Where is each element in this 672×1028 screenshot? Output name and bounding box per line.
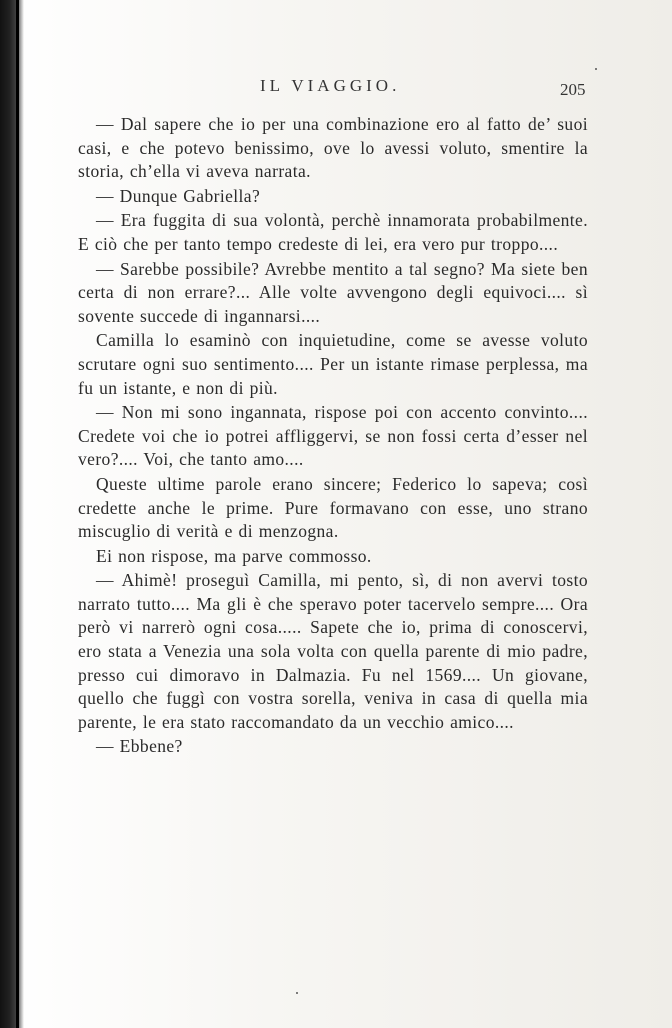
- paragraph: — Ebbene?: [96, 736, 183, 757]
- paragraph: Queste ultime parole erano sincere; Federico lo sapeva; così credette anche le prime. Pure formavano con esse, uno strano miscuglio di verità e di menzogna.: [78, 473, 588, 542]
- paragraph: Camilla lo esaminò con inquietudine, come se avesse voluto scrutare ogni suo sentimento.... Per un istante rimase perplessa, ma fu un istante, e non di più.: [78, 330, 588, 398]
- paragraph: — Dunque Gabriella?: [96, 185, 261, 206]
- paper-speck: [296, 992, 298, 994]
- page-binding-edge: [16, 0, 19, 1028]
- paragraph: — Sarebbe possibile? Avrebbe mentito a tal segno? Ma siete ben certa di non errare?... Alle volte avvengono degli equivoci.... sì sovente succede di ingannarsi....: [78, 258, 588, 326]
- paragraph: Ei non rispose, ma parve commosso.: [96, 545, 372, 566]
- running-title: IL VIAGGIO.: [260, 76, 401, 95]
- page-binding-shadow: [0, 0, 24, 1028]
- body-text: [78, 113, 588, 759]
- page-number: 205: [560, 80, 586, 99]
- paragraph: — Non mi sono ingannata, rispose poi con accento convinto.... Credete voi che io potrei affliggervi, se non fossi certa d’esser nel vero?.... Voi, che tanto amo....: [78, 402, 588, 470]
- paragraph: — Ahimè! proseguì Camilla, mi pento, sì, di non avervi tosto narrato tutto.... Ma gli è che speravo poter tacervelo sempre.... Ora però vi narrerò ogni cosa..... Sapete che io, prima di conoscervi, ero stata a Venezia una sola volta con quella parente di mio padre, presso cui dimoravo in Dalmazia. Fu nel 1569.... Un giovane, quello che fuggì con vostra sorella, veniva in casa di quella mia parente, le era stato raccomandato da un vecchio amico....: [78, 570, 588, 732]
- paragraph: — Era fuggita di sua volontà, perchè innamorata probabilmente. E ciò che per tanto tempo credeste di lei, era vero pur troppo....: [78, 210, 588, 254]
- paragraph: — Dal sapere che io per una combinazione ero al fatto de’ suoi casi, e che potevo benissimo, ove lo avessi voluto, smentire la storia, ch’ella vi aveva narrata.: [78, 114, 588, 182]
- paper-speck: [595, 68, 597, 70]
